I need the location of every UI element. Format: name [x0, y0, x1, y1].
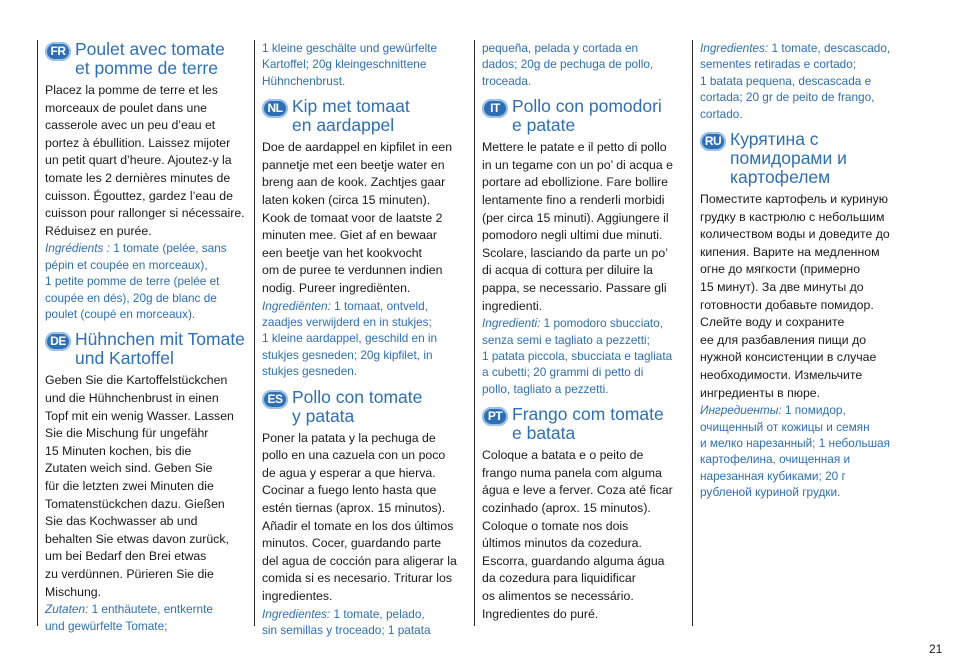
ingredients-pt	[700, 40, 915, 122]
recipe-body-fr: Placez la pomme de terre et les morceaux de poulet dans une casserole avec un peu d’eau et portez à ébullition. Laissez mijoter un petit quart d’heure. Ajoutez-y la tomate les 2 dernières minutes de cuisson. Égouttez, gardez l’eau de cuisson pour rallonger si nécessaire. Réduisez en purée.	[45, 83, 245, 238]
section-es	[262, 388, 470, 639]
recipe-body-it: Mettere le patate e il petto di pollo in un tegame con un po’ di acqua e portare ad ebollizione. Fare bollire lentamente fino a renderli morbidi (per circa 15 minuti). Aggiungere il pomodoro negli ultimi due minuti. Scolare, lasciando da parte un po’ di acqua di cottura per diluire la pappa, se necessario. Passare gli ingredienti.	[482, 140, 673, 313]
section-pt	[482, 405, 690, 623]
recipe-title-nl: Kip met tomaat en aardappel	[292, 96, 410, 136]
recipe-body-nl: Doe de aardappel en kipfilet in een pannetje met een beetje water en breng aan de kook. Zachtjes gaar laten koken (circa 15 minuten). Kook de tomaat voor de laatste 2 minuten mee. Giet af en bewaar een beetje van het kookvocht om de puree te verdunnen indien nodig. Pureer ingrediënten.	[262, 140, 453, 295]
section-ru	[700, 130, 915, 501]
language-badge-it: IT	[482, 99, 508, 118]
ingredients-de	[45, 601, 253, 634]
section-pt-continued	[700, 40, 915, 122]
section-es-continued	[482, 40, 690, 89]
ingredients-fr	[45, 240, 253, 322]
section-fr	[45, 40, 253, 322]
ingredients-label-it: Ingredienti:	[482, 316, 541, 331]
ingredients-text-fr: 1 tomate (pelée, sans pépin et coupée en morceaux), 1 petite pomme de terre (pelée et coupée en dés), 20g de blanc de poulet (coupé en morceaux).	[45, 241, 227, 321]
recipe-body-es: Poner la patata y la pechuga de pollo en una cazuela con un poco de agua y esperar a que hierva. Cocinar a fuego lento hasta que estén tiernas (aprox. 15 minutos). Añadir el tomate en los dos últimos minutos. Cocer, guardando parte del agua de cocción para aligerar la comida si es necesario. Triturar los ingredientes.	[262, 430, 457, 603]
language-badge-ru: RU	[700, 132, 726, 151]
ingredients-text-de: 1 enthäutete, entkernte und gewürfelte Tomate;	[45, 602, 213, 633]
recipe-title-it: Pollo con pomodori e patate	[512, 96, 662, 136]
recipe-body-pt: Coloque a batata e o peito de frango numa panela com alguma água e leve a ferver. Coza até ficar cozinhado (aprox. 15 minutos). Coloque o tomate nos dois últimos minutos da cozedura. Escorra, guardando alguma água da cozedura para liquidificar os alimentos se necessário. Ingredientes do puré.	[482, 448, 673, 621]
ingredients-it	[482, 315, 690, 397]
ingredients-label-de: Zutaten:	[45, 602, 89, 617]
ingredients-text-nl: 1 tomaat, ontveld, zaadjes verwijderd en in stukjes; 1 kleine aardappel, geschild en in stukjes gesneden; 20g kipfilet, in stukjes gesneden.	[262, 298, 438, 379]
ingredients-text-it: 1 pomodoro sbucciato, senza semi e tagliato a pezzetti; 1 patata piccola, sbucciata e tagliata a cubetti; 20 grammi di petto di pollo, tagliato a pezzetti.	[482, 316, 673, 396]
column-3	[474, 40, 690, 626]
ingredients-label-fr: Ingrédients :	[45, 241, 110, 256]
recipe-title-de: Hühnchen mit Tomate und Kartoffel	[75, 329, 245, 369]
ingredients-ru	[700, 402, 915, 500]
ingredients-label-pt: Ingredientes:	[700, 41, 769, 55]
recipe-title-es: Pollo con tomate y patata	[292, 386, 423, 426]
ingredients-es-continued: pequeña, pelada y cortada en dados; 20g de pechuga de pollo, troceada.	[482, 41, 654, 88]
recipe-title-ru: Курятина с помидорами и картофелем	[730, 129, 847, 188]
section-de	[45, 330, 253, 634]
language-badge-fr: FR	[45, 42, 71, 61]
column-1	[37, 39, 253, 633]
ingredients-es	[262, 606, 470, 639]
column-2	[254, 40, 470, 637]
ingredients-text-pt: 1 tomate, descascado, sementes retiradas e cortado; 1 batata pequena, descascada e cortada; 20 gr de peito de frango, cortado.	[700, 41, 891, 121]
ingredients-text-ru: 1 помидор, очищенный от кожицы и семян и мелко нарезанный; 1 небольшая картофелина, очищенная и нарезанная кубиками; 20 г рубленой куриной грудки.	[700, 403, 891, 500]
section-nl	[262, 97, 470, 379]
ingredients-nl	[262, 298, 470, 380]
ingredients-label-nl: Ingrediënten:	[262, 298, 331, 313]
ingredients-de-continued: 1 kleine geschälte und gewürfelte Kartoffel; 20g kleingeschnittene Hühnchenbrust.	[262, 41, 438, 88]
ingredients-label-es: Ingredientes:	[262, 606, 331, 621]
recipe-title-fr: Poulet avec tomate et pomme de terre	[75, 39, 225, 78]
recipe-body-de: Geben Sie die Kartoffelstückchen und die Hühnchenbrust in einen Topf mit ein wenig Wasser. Lassen Sie die Mischung für ungefähr 15 Minuten kochen, bis die Zutaten weich sind. Geben Sie für die letzten zwei Minuten die Tomatenstückchen dazu. Gießen Sie das Kochwasser ab und behalten Sie etwas davon zurück, um bei Bedarf den Brei etwas zu verdünnen. Pürieren Sie die Mischung.	[45, 373, 234, 599]
column-4	[692, 40, 915, 626]
recipe-title-pt: Frango com tomate e batata	[512, 404, 664, 444]
language-badge-de: DE	[45, 332, 71, 351]
section-de-continued	[262, 40, 470, 89]
language-badge-es: ES	[262, 390, 288, 409]
language-badge-pt: PT	[482, 407, 508, 426]
ingredients-text-es: 1 tomate, pelado, sin semillas y troceado; 1 patata	[262, 606, 431, 637]
section-it	[482, 97, 690, 397]
ingredients-label-ru: Ингредиенты:	[700, 403, 782, 418]
page-number: 21	[929, 642, 943, 656]
language-badge-nl: NL	[262, 99, 288, 118]
recipe-body-ru: Поместите картофель и куриную грудку в кастрюлю с небольшим количеством воды и доведите до кипения. Варите на медленном огне до мягкости (примерно 15 минут). За две минуты до готовности добавьте помидор. Слейте воду и сохраните ее для разбавления пищи до нужной консистенции в случае необходимости. Измельчите ингредиенты в пюре.	[700, 192, 890, 400]
